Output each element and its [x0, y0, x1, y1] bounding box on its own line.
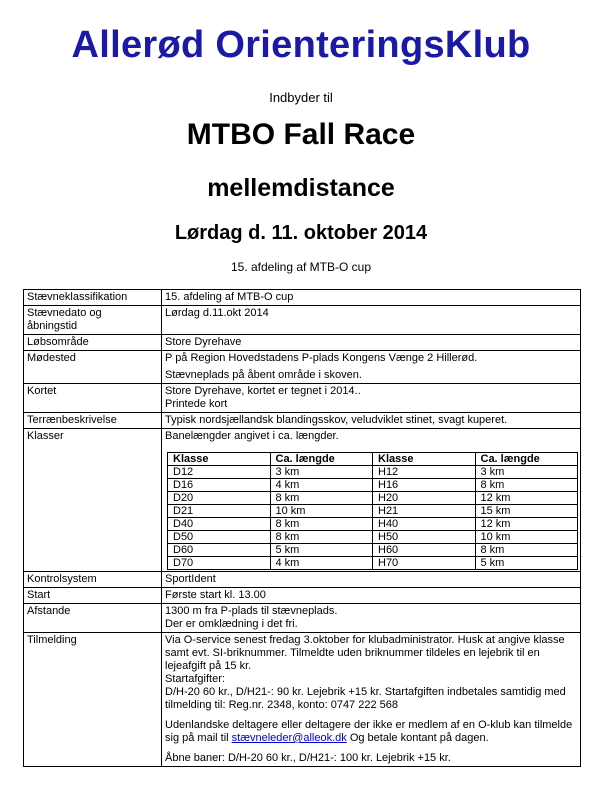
table-row — [168, 479, 578, 492]
distance-subtitle: mellemdistance — [207, 174, 395, 202]
row-label — [24, 306, 162, 335]
table-cell: 8 km — [475, 479, 578, 492]
table-cell: H60 — [373, 544, 476, 557]
table-cell: D21 — [168, 505, 271, 518]
row-value: Lørdag d.11.okt 2014 — [162, 306, 581, 335]
value-line: Printede kort — [165, 398, 228, 410]
table-row — [168, 531, 578, 544]
row-value: SportIdent — [162, 572, 581, 588]
row-klasser — [24, 429, 581, 572]
klasser-header-row — [168, 453, 578, 466]
table-row — [168, 492, 578, 505]
column-header: Ca. længde — [475, 453, 578, 466]
value-line: Stævneplads på åbent område i skoven. — [165, 369, 362, 381]
row-label: Kortet — [24, 384, 162, 413]
row-value — [162, 633, 581, 767]
row-label: Terrænbeskrivelse — [24, 413, 162, 429]
table-cell: 3 km — [270, 466, 373, 479]
table-row — [168, 557, 578, 570]
udenlandske-paragraph — [165, 719, 577, 745]
row-terraen — [24, 413, 581, 429]
table-cell: 8 km — [270, 492, 373, 505]
udenlandske-text-end: Og betale kontant på dagen. — [346, 732, 489, 744]
table-cell: D12 — [168, 466, 271, 479]
row-value: 15. afdeling af MTB-O cup — [162, 290, 581, 306]
tilmelding-paragraph: Via O-service senest fredag 3.oktober for klubadministrator. Husk at angive klasse samt evt. SI-briknummer. Tilmeldte uden briknummer tildeles en lejebrik til en lejeafgift på 15 kr. — [165, 634, 565, 672]
row-afstande — [24, 604, 581, 633]
row-value — [162, 604, 581, 633]
value-line: Der er omklædning i det fri. — [165, 618, 298, 630]
club-title: Allerød OrienteringsKlub — [71, 24, 531, 66]
row-kortet — [24, 384, 581, 413]
table-cell: D60 — [168, 544, 271, 557]
row-klassifikation — [24, 290, 581, 306]
table-cell: D50 — [168, 531, 271, 544]
table-cell: 5 km — [270, 544, 373, 557]
table-cell: H16 — [373, 479, 476, 492]
row-value: Første start kl. 13.00 — [162, 588, 581, 604]
table-row — [168, 505, 578, 518]
table-cell: 3 km — [475, 466, 578, 479]
table-cell: H50 — [373, 531, 476, 544]
cup-info: 15. afdeling af MTB-O cup — [230, 260, 372, 274]
table-cell: D70 — [168, 557, 271, 570]
value-line: 1300 m fra P-plads til stævneplads. — [165, 605, 338, 617]
column-header: Klasse — [373, 453, 476, 466]
table-cell: 4 km — [270, 479, 373, 492]
table-cell: H40 — [373, 518, 476, 531]
table-row — [168, 466, 578, 479]
table-cell: 10 km — [475, 531, 578, 544]
row-value — [162, 351, 581, 384]
value-line: Store Dyrehave, kortet er tegnet i 2014.. — [165, 385, 361, 397]
row-label: Klasser — [24, 429, 162, 572]
row-label: Afstande — [24, 604, 162, 633]
aabne-baner-text: Åbne baner: D/H-20 60 kr., D/H21-: 100 kr. Lejebrik +15 kr. — [165, 752, 451, 764]
row-value — [162, 384, 581, 413]
label-line: Stævnedato og — [27, 307, 102, 319]
row-label: Tilmelding — [24, 633, 162, 767]
table-cell: H12 — [373, 466, 476, 479]
table-cell: 4 km — [270, 557, 373, 570]
klasser-table — [167, 452, 578, 570]
table-cell: H70 — [373, 557, 476, 570]
label-line: åbningstid — [27, 320, 78, 332]
table-cell: 12 km — [475, 518, 578, 531]
row-value — [162, 429, 581, 572]
table-row — [168, 518, 578, 531]
row-tilmelding — [24, 633, 581, 767]
row-kontrolsystem — [24, 572, 581, 588]
table-cell: D20 — [168, 492, 271, 505]
column-header: Klasse — [168, 453, 271, 466]
klasser-intro: Banelængder angivet i ca. længder. — [165, 430, 339, 442]
table-cell: H20 — [373, 492, 476, 505]
race-date: Lørdag d. 11. oktober 2014 — [174, 222, 428, 244]
row-moedested — [24, 351, 581, 384]
row-value: Store Dyrehave — [162, 335, 581, 351]
row-label: Start — [24, 588, 162, 604]
table-cell: 10 km — [270, 505, 373, 518]
value-line: P på Region Hovedstadens P-plads Kongens Vænge 2 Hillerød. — [165, 352, 478, 364]
table-row — [168, 544, 578, 557]
table-cell: 8 km — [270, 518, 373, 531]
row-label: Mødested — [24, 351, 162, 384]
row-start — [24, 588, 581, 604]
table-cell: D16 — [168, 479, 271, 492]
race-title: MTBO Fall Race — [186, 118, 416, 151]
table-cell: D40 — [168, 518, 271, 531]
row-label: Kontrolsystem — [24, 572, 162, 588]
column-header: Ca. længde — [270, 453, 373, 466]
startafgifter-heading: Startafgifter: — [165, 673, 225, 685]
table-cell: 8 km — [270, 531, 373, 544]
table-cell: H21 — [373, 505, 476, 518]
table-cell: 8 km — [475, 544, 578, 557]
row-label: Løbsområde — [24, 335, 162, 351]
startafgifter-text: D/H-20 60 kr., D/H21-: 90 kr. Lejebrik +15 kr. Startafgiften indbetales samtidig med tilmelding til: Reg.nr. 2348, konto: 0747 222 568 — [165, 686, 566, 711]
row-staevnedato — [24, 306, 581, 335]
row-loebsomraade — [24, 335, 581, 351]
table-cell: 12 km — [475, 492, 578, 505]
row-value: Typisk nordsjællandsk blandingsskov, veludviklet stinet, svagt kuperet. — [162, 413, 581, 429]
udenlandske-text: Udenlandske deltagere eller deltagere der ikke er medlem af en O-klub kan tilmelde sig på mail til — [165, 719, 573, 744]
email-link[interactable]: stævneleder@alleok.dk — [231, 732, 347, 744]
info-table — [23, 289, 581, 767]
table-cell: 5 km — [475, 557, 578, 570]
invite-text: Indbyder til — [269, 90, 333, 105]
table-cell: 15 km — [475, 505, 578, 518]
row-label: Stævneklassifikation — [24, 290, 162, 306]
